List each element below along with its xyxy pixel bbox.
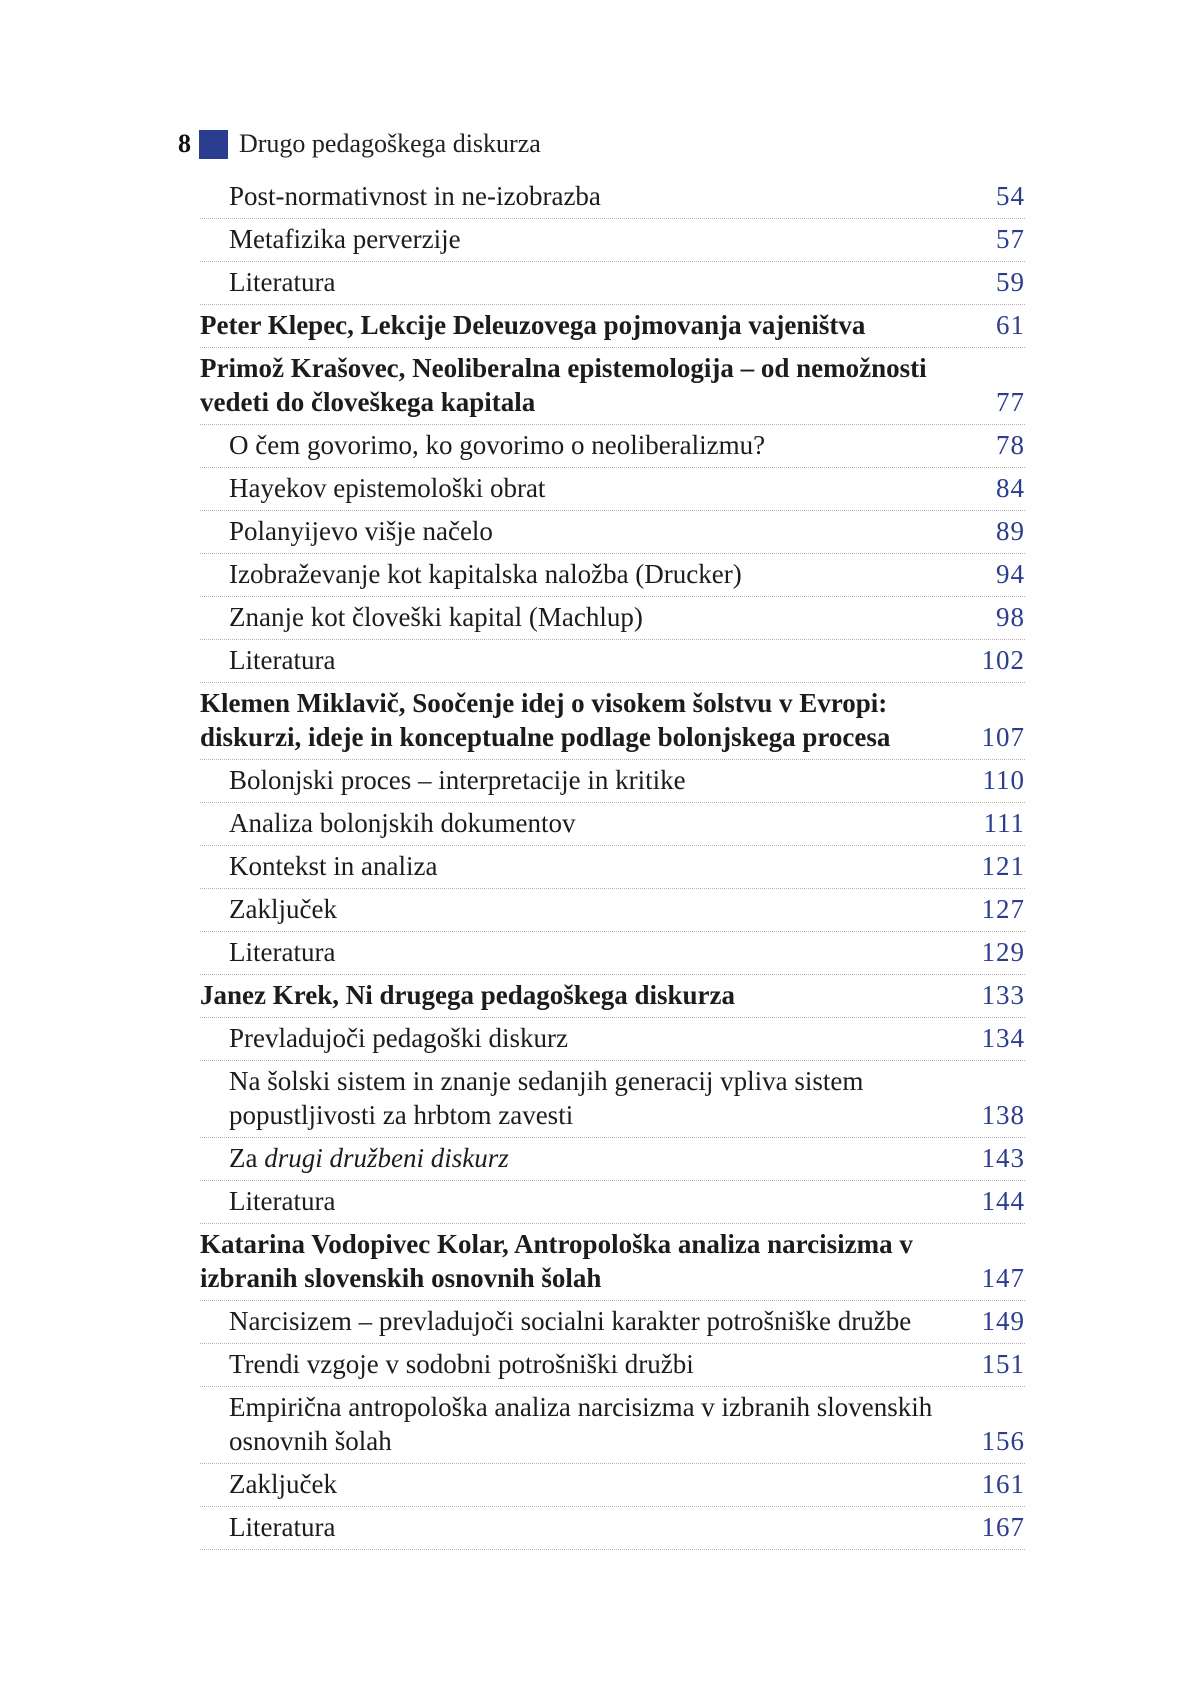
toc-chapter-page: 133 [981, 980, 1025, 1010]
toc-entry[interactable] [200, 1181, 1025, 1224]
toc-entry-page: 129 [981, 937, 1025, 967]
toc-entry-title: O čem govorimo, ko govorimo o neoliberalizmu? [229, 430, 766, 460]
toc-chapter-page: 147 [981, 1263, 1025, 1293]
toc-entry[interactable] [200, 554, 1025, 597]
toc-entry[interactable] [200, 640, 1025, 683]
toc-entry-page: 54 [996, 181, 1025, 211]
table-of-contents [200, 176, 1025, 1550]
toc-entry-title: Trendi vzgoje v sodobni potrošniški družbi [229, 1349, 694, 1379]
toc-entry-title: Bolonjski proces – interpretacije in kritike [229, 765, 686, 795]
toc-entry[interactable] [200, 760, 1025, 803]
toc-entry[interactable] [200, 1507, 1025, 1550]
toc-entry-page: 84 [996, 473, 1025, 503]
toc-entry-title: Narcisizem – prevladujoči socialni karakter potrošniške družbe [229, 1306, 912, 1336]
toc-entry-title: Literatura [229, 937, 336, 967]
toc-entry-title: Empirična antropološka analiza narcisizma v izbranih slovenskih osnovnih šolah [229, 1392, 933, 1456]
toc-entry-title: Literatura [229, 1186, 336, 1216]
toc-entry-page: 149 [981, 1306, 1025, 1336]
toc-entry[interactable] [200, 425, 1025, 468]
toc-chapter[interactable] [200, 1224, 1025, 1301]
toc-chapter[interactable] [200, 683, 1025, 760]
toc-entry-title: Zaključek [229, 1469, 337, 1499]
toc-entry[interactable] [200, 889, 1025, 932]
toc-entry-title: Izobraževanje kot kapitalska naložba (Drucker) [229, 559, 742, 589]
page-header [178, 124, 541, 164]
toc-entry-title: Analiza bolonjskih dokumentov [229, 808, 576, 838]
toc-entry[interactable] [200, 468, 1025, 511]
toc-entry-title: Zaključek [229, 894, 337, 924]
toc-entry-title: Literatura [229, 267, 336, 297]
toc-entry[interactable] [200, 511, 1025, 554]
toc-chapter-title: Peter Klepec, Lekcije Deleuzovega pojmovanja vajeništva [200, 310, 866, 340]
toc-entry-page: 78 [996, 430, 1025, 460]
toc-entry[interactable] [200, 1344, 1025, 1387]
toc-entry-page: 134 [981, 1023, 1025, 1053]
toc-entry[interactable] [200, 1387, 1025, 1464]
toc-entry-page: 59 [996, 267, 1025, 297]
toc-entry-page: 167 [981, 1512, 1025, 1542]
toc-chapter[interactable] [200, 348, 1025, 425]
toc-entry[interactable] [200, 1138, 1025, 1181]
toc-entry[interactable] [200, 1061, 1025, 1138]
toc-entry-page: 98 [996, 602, 1025, 632]
toc-entry-title: Hayekov epistemološki obrat [229, 473, 546, 503]
toc-entry[interactable] [200, 846, 1025, 889]
toc-chapter[interactable] [200, 305, 1025, 348]
toc-entry[interactable] [200, 1464, 1025, 1507]
toc-chapter[interactable] [200, 975, 1025, 1018]
toc-entry-page: 138 [981, 1100, 1025, 1130]
toc-entry[interactable] [200, 932, 1025, 975]
toc-entry-title [200, 1141, 509, 1175]
toc-chapter-title: Katarina Vodopivec Kolar, Antropološka analiza narcisizma v izbranih slovenskih osnovnih šolah [200, 1229, 913, 1293]
toc-entry-page: 143 [981, 1143, 1025, 1173]
toc-entry-title: Literatura [229, 645, 336, 675]
toc-entry-title: Post-normativnost in ne-izobrazba [229, 181, 601, 211]
toc-entry-title: Na šolski sistem in znanje sedanjih generacij vpliva sistem popustljivosti za hrbtom zavesti [229, 1066, 864, 1130]
toc-chapter-title: Janez Krek, Ni drugega pedagoškega diskurza [200, 980, 736, 1010]
toc-entry[interactable] [200, 1018, 1025, 1061]
toc-chapter-page: 61 [996, 310, 1025, 340]
toc-entry-page: 102 [981, 645, 1025, 675]
toc-entry-page: 121 [981, 851, 1025, 881]
toc-entry[interactable] [200, 803, 1025, 846]
toc-entry-page: 161 [981, 1469, 1025, 1499]
toc-entry-title: Kontekst in analiza [229, 851, 438, 881]
toc-entry-title: Metafizika perverzije [229, 224, 461, 254]
toc-chapter-page: 77 [996, 387, 1025, 417]
toc-entry-page: 127 [981, 894, 1025, 924]
toc-entry[interactable] [200, 597, 1025, 640]
toc-entry-page: 57 [996, 224, 1025, 254]
toc-chapter-title: Primož Krašovec, Neoliberalna epistemologija – od nemožnosti vedeti do človeškega kapitala [200, 353, 927, 417]
blue-square-icon [199, 130, 228, 159]
toc-chapter-page: 107 [981, 722, 1025, 752]
running-title: Drugo pedagoškega diskurza [239, 129, 541, 158]
toc-chapter-title: Klemen Miklavič, Soočenje idej o visokem šolstvu v Evropi: diskurzi, ideje in konceptualne podlage bolonjskega procesa [200, 688, 891, 752]
toc-entry-page: 89 [996, 516, 1025, 546]
toc-entry[interactable] [200, 1301, 1025, 1344]
toc-entry[interactable] [200, 219, 1025, 262]
toc-entry-title: Literatura [229, 1512, 336, 1542]
toc-entry-title-roman: Za [229, 1143, 265, 1173]
toc-entry-title: Znanje kot človeški kapital (Machlup) [229, 602, 643, 632]
toc-entry-page: 151 [981, 1349, 1025, 1379]
toc-entry-page: 111 [983, 808, 1025, 838]
toc-entry-page: 94 [996, 559, 1025, 589]
toc-entry-title: Polanyijevo višje načelo [229, 516, 493, 546]
toc-entry-page: 110 [982, 765, 1025, 795]
toc-entry[interactable] [200, 176, 1025, 219]
toc-entry-title-italic: drugi družbeni diskurz [264, 1143, 509, 1173]
toc-entry-title: Prevladujoči pedagoški diskurz [229, 1023, 568, 1053]
page-number: 8 [178, 129, 191, 158]
toc-entry-page: 156 [981, 1426, 1025, 1456]
toc-entry-page: 144 [981, 1186, 1025, 1216]
toc-entry[interactable] [200, 262, 1025, 305]
